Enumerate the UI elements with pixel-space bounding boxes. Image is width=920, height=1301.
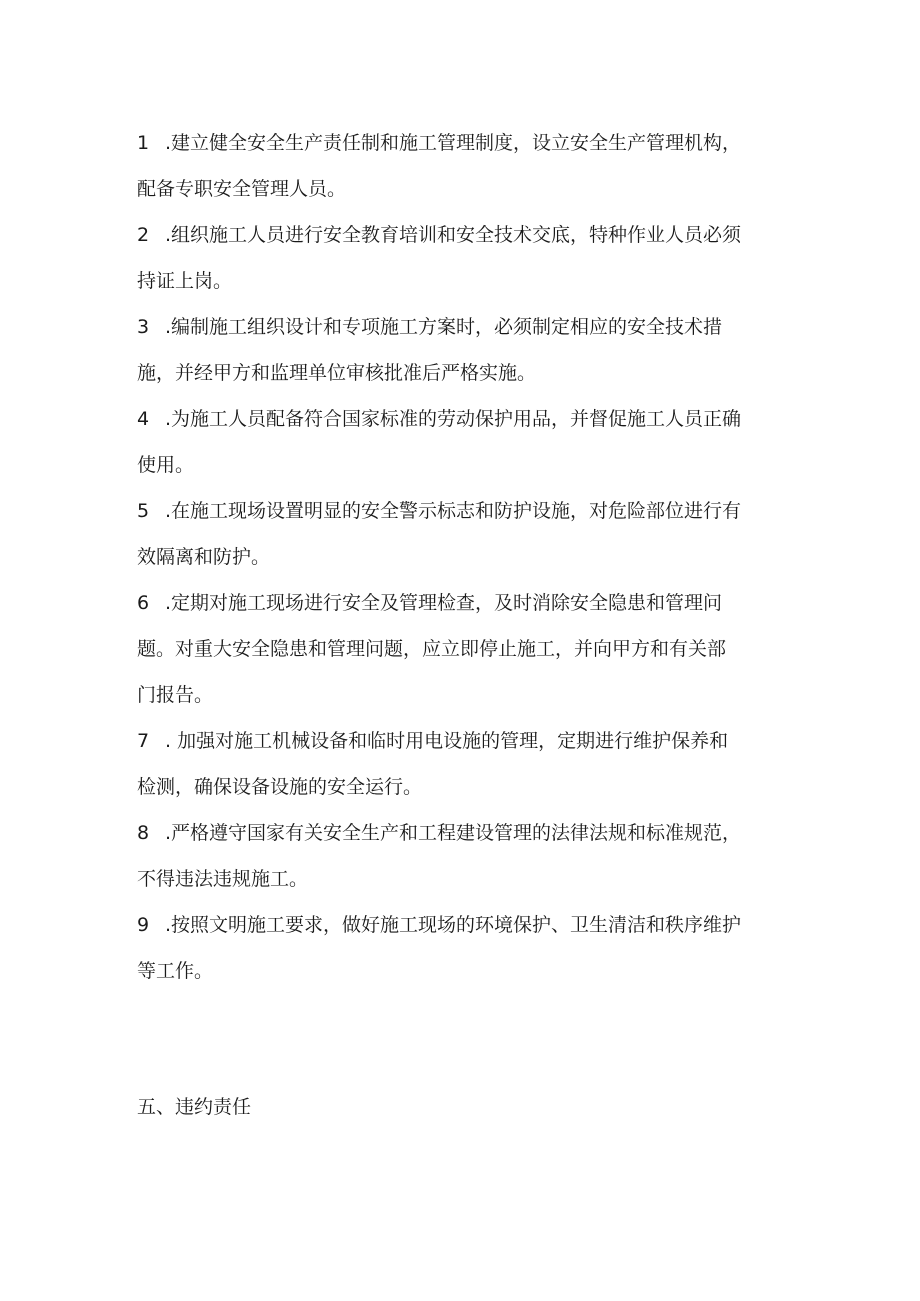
list-item-number: 2 — [137, 224, 150, 246]
list-item-line: 门报告。 — [137, 684, 214, 706]
list-item-line: 2 .组织施工人员进行安全教育培训和安全技术交底，特种作业人员必须 — [137, 212, 777, 258]
list-item-line: 9 .按照文明施工要求，做好施工现场的环境保护、卫生清洁和秩序维护 — [137, 902, 777, 948]
list-item-line: 3 .编制施工组织设计和专项施工方案时，必须制定相应的安全技术措 — [137, 304, 777, 350]
list-item-number: 4 — [137, 408, 150, 430]
list-item — [137, 580, 777, 718]
list-item-line: 不得违法违规施工。 — [137, 868, 309, 890]
list-item — [137, 902, 777, 994]
list-item-line: 等工作。 — [137, 960, 214, 982]
list-item-number: 1 — [137, 132, 150, 154]
list-item-line: 使用。 — [137, 454, 195, 476]
safety-obligations-list — [137, 120, 777, 994]
list-item-line: 6 .定期对施工现场进行安全及管理检查，及时消除安全隐患和管理问 — [137, 580, 777, 626]
list-item — [137, 488, 777, 580]
section-heading: 五、违约责任 — [137, 1096, 252, 1118]
list-item-line: 检测，确保设备设施的安全运行。 — [137, 776, 423, 798]
list-item — [137, 304, 777, 396]
list-item-line: 施，并经甲方和监理单位审核批准后严格实施。 — [137, 362, 537, 384]
list-item-number: 9 — [137, 914, 150, 936]
list-item — [137, 810, 777, 902]
list-item-line: 5 .在施工现场设置明显的安全警示标志和防护设施，对危险部位进行有 — [137, 488, 777, 534]
list-item — [137, 120, 777, 212]
list-item-line: 7 . 加强对施工机械设备和临时用电设施的管理，定期进行维护保养和 — [137, 718, 777, 764]
list-item-number: 3 — [137, 316, 150, 338]
list-item-line: 持证上岗。 — [137, 270, 233, 292]
list-item — [137, 718, 777, 810]
list-item-line: 4 .为施工人员配备符合国家标准的劳动保护用品，并督促施工人员正确 — [137, 396, 777, 442]
list-item-line: 8 .严格遵守国家有关安全生产和工程建设管理的法律法规和标准规范， — [137, 810, 777, 856]
list-item-number: 7 — [137, 730, 150, 752]
list-item-line: 效隔离和防护。 — [137, 546, 271, 568]
list-item-number: 5 — [137, 500, 150, 522]
list-item-line: 配备专职安全管理人员。 — [137, 178, 347, 200]
list-item-line: 题。对重大安全隐患和管理问题，应立即停止施工，并向甲方和有关部 — [137, 638, 727, 660]
list-item-number: 6 — [137, 592, 150, 614]
list-item-number: 8 — [137, 822, 150, 844]
list-item — [137, 396, 777, 488]
list-item — [137, 212, 777, 304]
list-item-line: 1 .建立健全安全生产责任制和施工管理制度，设立安全生产管理机构， — [137, 120, 777, 166]
